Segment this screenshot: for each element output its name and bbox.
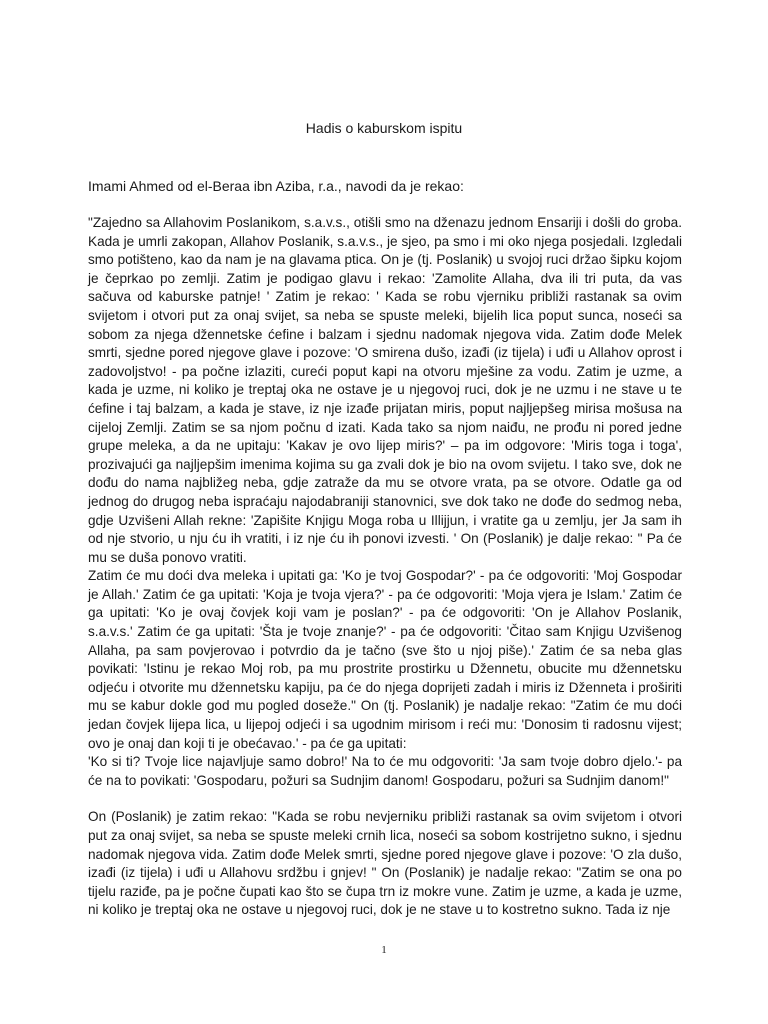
body-text [88, 214, 682, 920]
paragraph-2: Zatim će mu doći dva meleka i upitati ga: 'Ko je tvoj Gospodar?' - pa će odgovoriti: 'Moj Gospodar je Allah.' Zatim će ga upitati: 'Koja je tvoja vjera?' - pa će odgovoriti: 'Moja vjera je Islam.' Zatim će ga upitati: 'Ko je ovaj čovjek koji vam je poslan?' - pa će odgovoriti: 'On je Allahov Poslanik, s.a.v.s.' Zatim će ga upitati: 'Šta je tvoje znanje?' - pa će odgovoriti: 'Čitao sam Knjigu Uzvišenog Allaha, pa sam povjerovao i potvrdio da je tačno (sve što u njoj piše).' Zatim će sa neba glas povikati: 'Istinu je rekao Moj rob, pa mu prostrite prostirku u Džennetu, obucite mu džennetsku odjeću i otvorite mu džennetsku kapiju, pa će do njega doprijeti zadah i miris iz Dženneta i proširiti mu se kabur dokle god mu pogled doseže." On (tj. Poslanik) je nadalje rekao: "Zatim će mu doći jedan čovjek lijepa lica, u lijepoj odjeći i sa ugodnim mirisom i reći mu: 'Donosim ti radosnu vijest; ovo je onaj dan koji ti je obećavao.' - pa će ga upitati: [88, 568, 682, 751]
paragraph-4: On (Poslanik) je zatim rekao: "Kada se robu nevjerniku približi rastanak sa ovim svijetom i otvori put za onaj svijet, sa neba se spuste meleki crnih lica, noseći sa sobom kostrijetno sukno, i sjednu nadomak njegova vida. Zatim dođe Melek smrti, sjedne pored njegove glave i pozove: 'O zla dušo, izađi (iz tijela) i uđi u Allahovu srdžbu i gnjev! " On (Poslanik) je nadalje rekao: "Zatim se ona po tijelu raziđe, pa je počne čupati kao što se čupa trn iz mokre vune. Zatim je uzme, a kada je uzme, ni koliko je treptaj oka ne ostave u njegovoj ruci, dok je ne stave u to kostretno sukno. Tada iz nje [88, 809, 682, 918]
intro-line: Imami Ahmed od el-Beraa ibn Aziba, r.a., navodi da je rekao: [88, 178, 464, 194]
paragraph-3: 'Ko si ti? Tvoje lice najavljuje samo dobro!' Na to će mu odgovoriti: 'Ja sam tvoje dobro djelo.'- pa će na to povikati: 'Gospodaru, požuri sa Sudnjim danom! Gospodaru, požuri sa Sudnjim danom!" [88, 754, 682, 788]
page-number: 1 [381, 944, 387, 956]
paragraph-1: "Zajedno sa Allahovim Poslanikom, s.a.v.s., otišli smo na dženazu jednom Ensariji i došli do groba. Kada je umrli zakopan, Allahov Poslanik, s.a.v.s., je sjeo, pa smo i mi oko njega posjedali. Izgledali smo potišteno, kao da nam je na glavama ptica. On je (tj. Poslanik) u svojoj ruci držao šipku kojom je čeprkao po zemlji. Zatim je podigao glavu i rekao: 'Zamolite Allaha, dva ili tri puta, da vas sačuva od kaburske patnje! ' Zatim je rekao: ' Kada se robu vjerniku približi rastanak sa ovim svijetom i otvori put za onaj svijet, sa neba se spuste meleki, bijelih lica poput sunca, noseći sa sobom za njega džennetske ćefine i balzam i sjednu nadomak njegova vida. Zatim dođe Melek smrti, sjedne pored njegove glave i pozove: 'O smirena dušo, izađi (iz tijela) i uđi u Allahov oprost i zadovoljstvo! - pa počne izlaziti, cureći poput kapi na otvoru mješine za vodu. Zatim je uzme, a kada je uzme, ni koliko je treptaj oka ne ostave je u njegovoj ruci, dok je ne uzmu i ne stave u te ćefine i taj balzam, a kada je stave, iz nje izađe prijatan miris, poput najljepšeg mirisa mošusa na cijeloj Zemlji. Zatim se sa njom počnu d izati. Kada tako sa njom naiđu, ne prođu ni pored jedne grupe meleka, a da ne upitaju: 'Kakav je ovo lijep miris?' – pa im odgovore: 'Miris toga i toga', prozivajući ga najljepšim imenima kojima su ga zvali dok je bio na ovom svijetu. I tako sve, dok ne dođu do nama najbližeg neba, gdje zatraže da mu se otvore vrata, pa se otvore. Odatle ga od jednog do drugog neba ispraćaju najodabraniji stanovnici, sve dok tako ne dođe do sedmog neba, gdje Uzvišeni Allah rekne: 'Zapišite Knjigu Moga roba u Illijjun, i vratite ga u zemlju, jer Ja sam ih od nje stvorio, u nju ću ih vratiti, i iz nje ću ih ponovi izvesti. ' On (Poslanik) je dalje rekao: " Pa će mu se duša ponovo vratiti. [88, 215, 682, 565]
document-title: Hadis o kaburskom ispitu [305, 120, 463, 136]
